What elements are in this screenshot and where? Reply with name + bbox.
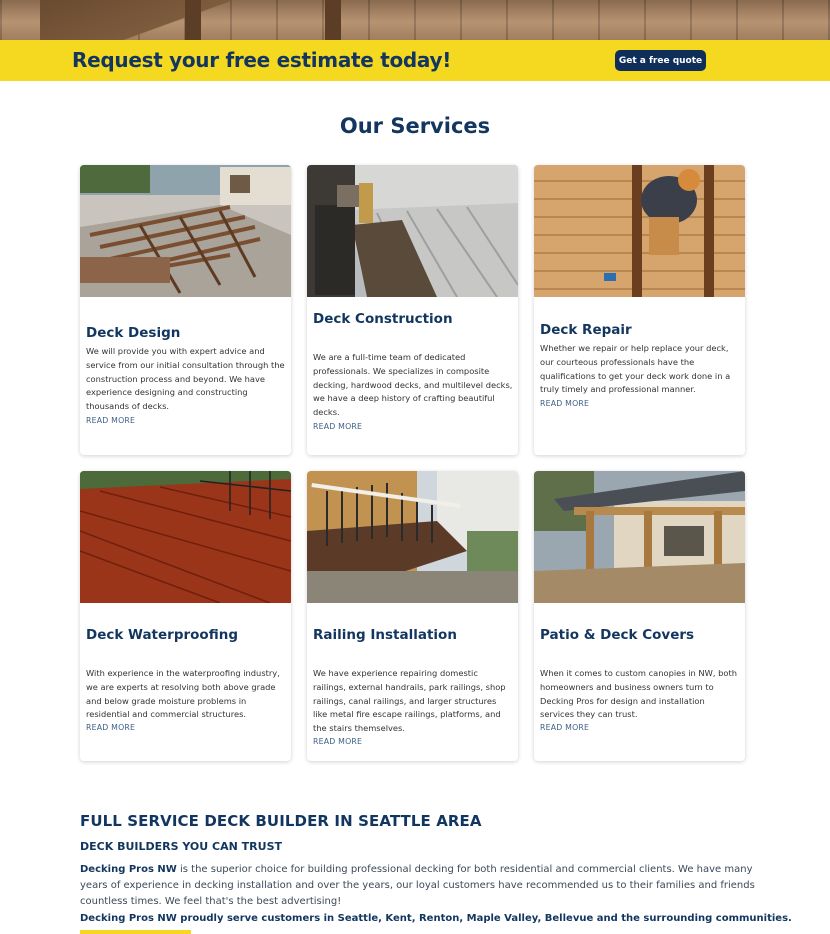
service-card-description: With experience in the waterproofing industry, we are experts at resolving both above grade and below grade moisture problems in residential and commercial structures. xyxy=(86,668,280,720)
services-heading: Our Services xyxy=(339,114,491,138)
patio-cover-photo xyxy=(534,471,745,603)
service-area-text: Decking Pros NW proudly serve customers in Seattle, Kent, Renton, Maple Valley, Bellevue and the surrounding communities. xyxy=(80,913,792,924)
worker-on-deck-photo xyxy=(534,165,745,297)
hero-deck-rail xyxy=(40,0,250,40)
get-free-quote-button[interactable]: Get a free quote xyxy=(615,50,706,71)
read-more-link[interactable]: READ MORE xyxy=(540,399,590,408)
service-card-title: Deck Waterproofing xyxy=(86,627,238,643)
service-card-deck-construction[interactable] xyxy=(307,165,518,455)
deck-railing-photo xyxy=(307,471,518,603)
about-subheading: DECK BUILDERS YOU CAN TRUST xyxy=(80,840,282,853)
service-card-description: When it comes to custom canopies in NW, both homeowners and business owners turn to Decking Pros for design and installation services they can trust. xyxy=(540,668,737,720)
service-card-title: Deck Design xyxy=(86,325,181,341)
service-card-title: Railing Installation xyxy=(313,627,457,643)
service-card-title: Patio & Deck Covers xyxy=(540,627,695,643)
service-card-description: We are a full-time team of dedicated professionals. We specializes in composite decking, hardwood decks, and multilevel decks, we have a deep history of crafting beautiful decks. xyxy=(313,352,513,418)
hero-deck-post xyxy=(185,0,201,40)
about-heading: FULL SERVICE DECK BUILDER IN SEATTLE AREA xyxy=(80,812,482,830)
estimate-banner xyxy=(0,40,830,81)
read-more-link[interactable]: READ MORE xyxy=(540,723,590,732)
service-card-patio-deck-covers[interactable] xyxy=(534,471,745,761)
hero-deck-post xyxy=(325,0,341,40)
read-more-link[interactable]: READ MORE xyxy=(86,723,136,732)
accent-underline xyxy=(80,930,191,934)
service-card-deck-design[interactable] xyxy=(80,165,291,455)
service-card-deck-repair[interactable] xyxy=(534,165,745,455)
hero-deck-image xyxy=(0,0,830,40)
read-more-link[interactable]: READ MORE xyxy=(313,422,363,431)
service-card-deck-waterproofing[interactable] xyxy=(80,471,291,761)
company-name: Decking Pros NW xyxy=(80,864,177,875)
service-card-description: We have experience repairing domestic railings, external handrails, park railings, shop railings, canal railings, and larger structures like metal fire escape railings, platforms, and the stairs themselves. xyxy=(313,668,506,734)
deck-framing-photo xyxy=(80,165,291,297)
estimate-banner-title: Request your free estimate today! xyxy=(72,48,452,72)
stained-deck-photo xyxy=(80,471,291,603)
service-card-title: Deck Repair xyxy=(540,322,632,338)
about-text: is the superior choice for building professional decking for both residential and commercial clients. We have many years of experience in decking installation and over the years, our loyal customers have recommended us to their families and friends countless times. We feel that's the best advertising! xyxy=(80,864,755,907)
service-card-title: Deck Construction xyxy=(313,311,453,327)
nail-gun-decking-photo xyxy=(307,165,518,297)
service-card-description: Whether we repair or help replace your deck, our courteous professionals have the qualifications to get your deck work done in a truly timely and professional manner. xyxy=(540,343,731,395)
service-card-railing-installation[interactable] xyxy=(307,471,518,761)
read-more-link[interactable]: READ MORE xyxy=(313,737,363,746)
about-paragraph xyxy=(80,862,760,910)
service-card-description: We will provide you with expert advice and service from our initial consultation through the construction process and beyond. We have experience designing and constructing thousands of decks. xyxy=(86,346,285,412)
read-more-link[interactable]: READ MORE xyxy=(86,416,136,425)
